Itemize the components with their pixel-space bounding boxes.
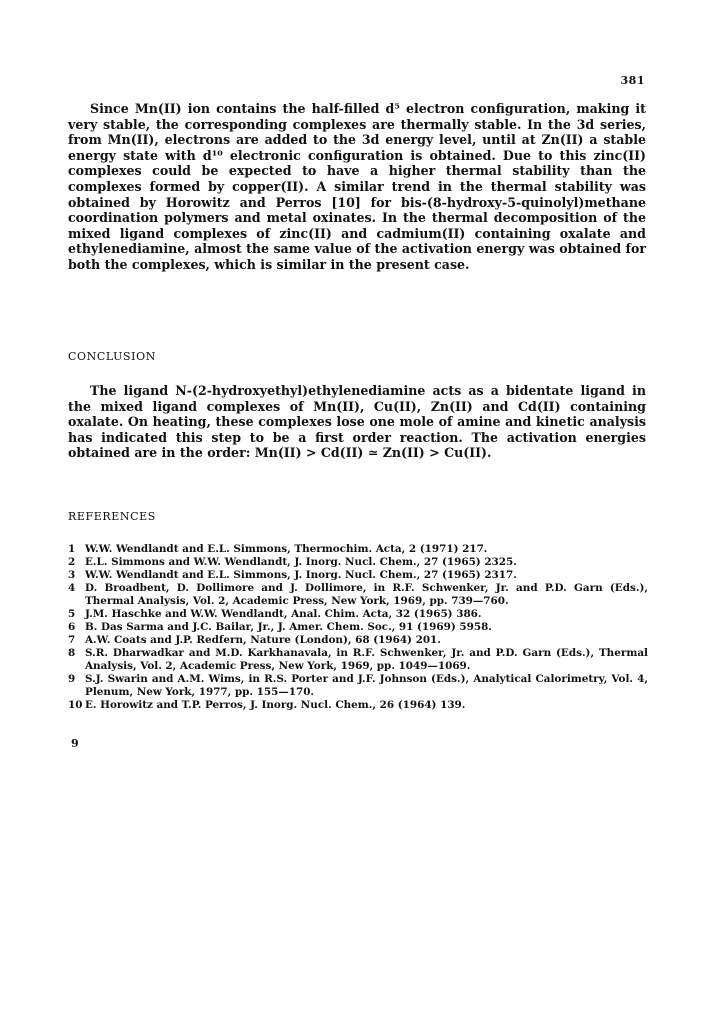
- reference-number: 6: [68, 621, 76, 634]
- reference-number: 9: [68, 672, 76, 685]
- reference-text: S.R. Dharwadkar and M.D. Karkhanavala, in R.F. Schwenker, Jr. and P.D. Garn (Eds.), Thermal Analysis, Vol. 2, Academic Press, New York, 1969, pp. 1049—1069.: [85, 647, 648, 672]
- reference-number: 1: [68, 543, 76, 555]
- footer-number: 9: [71, 737, 79, 750]
- references-heading: REFERENCES: [68, 510, 156, 523]
- reference-item: [68, 621, 648, 634]
- reference-number: 8: [68, 647, 76, 660]
- reference-text: W.W. Wendlandt and E.L. Simmons, J. Inorg. Nucl. Chem., 27 (1965) 2317.: [85, 569, 517, 582]
- reference-item: [68, 582, 648, 607]
- reference-text: S.J. Swarin and A.M. Wims, in R.S. Porter and J.F. Johnson (Eds.), Analytical Calorimetry, Vol. 4, Plenum, New York, 1977, pp. 155—170.: [85, 672, 648, 698]
- reference-text: E. Horowitz and T.P. Perros, J. Inorg. Nucl. Chem., 26 (1964) 139.: [85, 698, 466, 711]
- conclusion-paragraph: The ligand N-(2-hydroxyethyl)ethylenediamine acts as a bidentate ligand in the mixed ligand complexes of Mn(II), Cu(II), Zn(II) and Cd(II) containing oxalate. On heating, these complexes lose one mole of amine and kinetic analysis has indicated this step to be a first order reaction. The activation energies obtained are in the order: Mn(II) > Cd(II) ≃ Zn(II) > Cu(II).: [68, 383, 646, 461]
- page-number: 381: [620, 74, 645, 87]
- reference-item: [68, 634, 648, 647]
- reference-number: 4: [68, 582, 76, 595]
- reference-text: A.W. Coats and J.P. Redfern, Nature (London), 68 (1964) 201.: [85, 634, 441, 647]
- reference-item: [68, 556, 648, 569]
- reference-text: E.L. Simmons and W.W. Wendlandt, J. Inorg. Nucl. Chem., 27 (1965) 2325.: [85, 556, 517, 569]
- reference-item: [68, 673, 648, 698]
- reference-item: [68, 647, 648, 672]
- discussion-section: [68, 101, 646, 273]
- reference-number: 10: [68, 698, 83, 711]
- reference-number: 2: [68, 556, 76, 569]
- reference-item: [68, 608, 648, 621]
- reference-text: B. Das Sarma and J.C. Bailar, Jr., J. Amer. Chem. Soc., 91 (1969) 5958.: [85, 621, 492, 634]
- reference-number: 3: [68, 569, 76, 582]
- conclusion-heading: CONCLUSION: [68, 350, 156, 363]
- reference-text: W.W. Wendlandt and E.L. Simmons, Thermochim. Acta, 2 (1971) 217.: [85, 543, 488, 555]
- conclusion-section: [68, 383, 646, 461]
- reference-number: 5: [68, 607, 76, 620]
- reference-number: 7: [68, 634, 76, 647]
- reference-text: J.M. Haschke and W.W. Wendlandt, Anal. Chim. Acta, 32 (1965) 386.: [85, 607, 482, 620]
- references-list: [68, 543, 648, 712]
- reference-text: D. Broadbent, D. Dollimore and J. Dollimore, in R.F. Schwenker, Jr. and P.D. Garn (Eds.), Thermal Analysis, Vol. 2, Academic Press, New York, 1969, pp. 739—760.: [85, 582, 648, 607]
- reference-item: [68, 699, 648, 712]
- discussion-paragraph: Since Mn(II) ion contains the half-filled d⁵ electron configuration, making it very stable, the corresponding complexes are thermally stable. In the 3d series, from Mn(II), electrons are added to the 3d energy level, until at Zn(II) a stable energy state with d¹⁰ electronic configuration is obtained. Due to this zinc(II) complexes could be expected to have a higher thermal stability than the complexes formed by copper(II). A similar trend in the thermal stability was obtained by Horowitz and Perros [10] for bis-(8-hydroxy-5-quinolyl)methane coordination polymers and metal oxinates. In the thermal decomposition of the mixed ligand complexes of zinc(II) and cadmium(II) containing oxalate and ethylenediamine, almost the same value of the activation energy was obtained for both the complexes, which is similar in the present case.: [68, 101, 646, 272]
- reference-item: [68, 569, 648, 582]
- reference-item: [68, 543, 648, 556]
